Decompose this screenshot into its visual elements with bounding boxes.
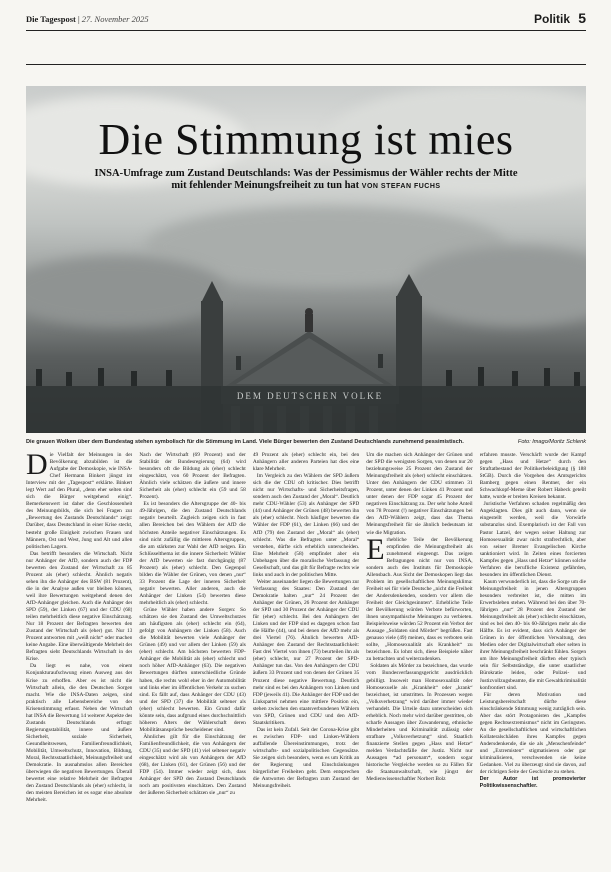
paragraph: Für deren Motivation und Leistungsbereitschaft dürfte diese einschränkende Stimmung wenig zuträglich sein. Aber das stört Protagonisten des „Kampfes gegen Rechtsextremismus“ nicht im Geringsten. An die gesellschaftlichen und wirtschaftlichen Kollateralschäden ihres Kampfes gegen Andersdenkende, die sie als „Menschenfeinde“ und „Extremisten“ stigmatisieren oder gar kriminalisieren, verschwenden sie keine Gedanken. Viel zu überzeugt sind sie davon, auf der richtigen Seite der Geschichte zu stehen.	[479, 691, 587, 776]
paragraph: Es ist besonders die Altersgruppe der 40- bis 49-Jährigen, die den Zustand Deutschlands negativ beurteilt. Zugleich zeigen sich in fast allen Bereichen bei den Wählern der AfD die höchsten Anteile negativer Einschätzungen. Es sind nicht zufällig die mittleren Altersgruppen, die am stärksten zur Wahl der AfD neigen. Ein Schlüsselthema ist die innere Sicherheit: Wähler der AfD bewerten sie fast durchgängig (87 Prozent) als (eher) schlecht. Den Gegenpol bilden die Wähler der Grünen, von denen „nur“ 33 Prozent die Lage der inneren Sicherheit negativ bewerten. Aller anderen, auch die Anhänger der Linken (54) bewerten diese mehrheitlich als (eher) schlecht.	[139, 501, 246, 606]
column-4	[366, 452, 472, 862]
caption-text: Die grauen Wolken über dem Bundestag stehen symbolisch für die Stimmung im Land. Viele Bürger bewerten den Zustand Deutschlands zunehmend pessimistisch.	[26, 439, 464, 445]
newspaper-name: Die Tagespost	[26, 14, 76, 24]
paragraph	[26, 452, 132, 551]
column-1	[26, 452, 132, 862]
issue-date: 27. November 2025	[81, 14, 149, 24]
paragraph: erfahren musste. Verschärft wurde der Kampf gegen „Hass und Hetze“ durch den Straftatbestand der Politikerbeleidigung (§ 188 StGB). Durch die Vorgehen des Amtsgerichts Bamberg gegen einen Rentner, der ein Schwachkopf-Meme über Robert Habeck geteilt hatte, wurde er breiten Kreisen bekannt.	[479, 452, 587, 501]
subheadline-text: INSA-Umfrage zum Zustand Deutschlands: Was der Pessimismus der Wähler rechts der Mitte mit fehlender Meinungsfreiheit zu tun hat	[94, 168, 518, 191]
subheadline	[86, 168, 526, 193]
page-number: 5	[578, 10, 586, 26]
paragraph: Weiter auseinander liegen die Bewertungen zur Verfassung des Staates: Den Zustand der Demokratie halten „nur“ 24 Prozent der Anhänger der Grünen, 26 Prozent der Anhänger der SPD und 30 Prozent der Anhänger der CDU für (eher) schlecht. Bei den Anhängern der Linken und der FDP sind es dagegen schon fast die Hälfte (44), und bei denen der AfD mehr als drei Viertel (76). Ähnlich bewerten AfD-Anhänger den Zustand der Rechtsstaatlichkeit: Fast drei Viertel von ihnen (73) beurteilen ihn als (eher) schlecht, nur 27 Prozent der SPD-Anhänger tun das. Von den Anhängern der CDU äußern 33 Prozent und von denen der Grünen 35 Prozent diese negative Bewertung. Deutlich mehr sind es bei den Anhängern von Linken und FDP (jeweils 41). Die Anhänger der FDP und der Linkspartei nehmen eine mittlere Position ein, stehen zwischen den staatsverbundenen Wählern von SPD, Grünen und CDU und den AfD-Staatskritikern.	[252, 578, 360, 726]
column-5	[480, 452, 586, 862]
paragraph: Das ist kein Zufall. Seit der Corona-Krise gibt es zwischen FDP- und Linken-Wählern auffallende Übereinstimmungen, trotz der wirtschafts- und sozialpolitischen Gegensätze. Sie zeigen sich besonders, wenn es um Kritik an der Regierung und Einschränkungen bürgerlicher Freiheiten geht. Dem entsprechen die Antworten der Befragten zum Zustand der Meinungsfreiheit.	[252, 726, 360, 790]
paragraph	[366, 532, 473, 664]
byline: VON STEFAN FUCHS	[361, 183, 441, 190]
headline: Die Stimmung ist mies	[98, 115, 514, 164]
paragraph: Das betrifft besonders die Wirtschaft. Nicht nur Anhänger der AfD, sondern auch der FDP bewerten den Zustand der Wirtschaft zu 85 Prozent als (eher) schlecht. Ähnlich negativ sehen ihn die Anhänger des BSW (81 Prozent), die in der Analyse außen vor bleiben können, weil ihre Bewertungen weitgehend denen der AfD-Anhänger gleichen. Auch die Anhänger der SPD (59), der Linken (67) und der CDU (68) teilen mehrheitlich diese negative Einschätzung. Nur 18 Prozent der Befragten bewerten den Zustand der Wirtschaft als (eher) gut. Nur 13 Prozent antworten mit „weiß nicht“ oder machen keine Angabe. Eine überwältigende Mehrheit der Befragten sieht Deutschlands Wirtschaft in der Krise.	[26, 550, 133, 663]
paragraph: Im Vergleich zu den Wählern der SPD äußern sich die der CDU oft kritischer. Dies betrifft nicht nur Wirtschafts- und Sicherheitsfragen, sondern auch den Zustand der „Moral“. Deutlich mehr CDU-Wähler (53) als Anhänger der SPD (44) und Anhänger der Grünen (48) bewerten ihn als (eher) schlecht. Noch häufiger bewerten die Wähler der FDP (61), der Linken (66) und der AfD (79) den Zustand der „Moral“ als (eher) schlecht. Was die Befragten unter „Moral“ verstehen, dürfte sich erheblich unterscheiden. Eine Mehrheit (58) empfindet aber ein Unbehagen über die moralische Verfassung der Gesellschaft, und das gilt für Befragte rechts wie links und auch in der politischen Mitte.	[252, 473, 360, 578]
section-rule	[26, 64, 586, 65]
article-body	[26, 452, 586, 862]
hero-image	[26, 86, 586, 433]
masthead: Die Tagespost | 27. November 2025 Politik 5	[26, 10, 586, 26]
paragraph: Juristische Verfahren schaden regelmäßig den Angeklagten. Dies gilt auch dann, wenn sie eingestellt werden, weil die Vorwürfe substanzlos sind. Exemplarisch ist der Fall von Pastor Latzel, der wegen seiner Haltung zur Homosexualität zwar nicht strafrechtlich, aber von seiner Bremer Evangelischen Kirche sanktioniert wird. In Zeiten eines forcierten Kampfes gegen „Hass und Hetze“ können solche Verfahren die berufliche Existenz gefährden, besonders im öffentlichen Dienst.	[479, 501, 587, 578]
paragraph-text: ie Vielfalt der Meinungen in der Bevölkerung abzubilden ist die Aufgabe der Demoskopie, wie INSA-Chef Hermann Binkert jüngst im Interview mit der „Tagespost“ erklärte. Binkert legt Wert auf den Plural, „denn eher selten sind sich die Bürger weitgehend einig“. Bemerkenswert ist daher die Geschlossenheit des Meinungsbilds, die sich bei Fragen zur „Bewertung des Zustands Deutschlands“ zeigt: Darüber, dass Deutschland in einer Krise steckt, besteht große Einigkeit zwischen Frauen und Männern, Ost und West, Jung und Alt und allen politischen Lagern.	[26, 452, 133, 550]
section-name: Politik	[533, 12, 570, 26]
paragraph-text: rhebliche Teile der Bevölkerung empfinden die Meinungsfreiheit als zunehmend eingeengt. Das zeigen Befragungen nicht nur von INSA, sondern auch des Instituts für Demoskopie Allensbach. Aus Sicht der Demoskopen liegt das Problem im gesellschaftlichen Meinungsklima: Freiheit sei für viele Deutsche „nicht die Freiheit der Andersdenkenden, sondern vor allem die Freiheit der Gleichgesinnten“. Erhebliche Teile der Bevölkerung würden Verbote befürworten, ihnen unsympathische Meinungen zu verbieten. Beispielsweise würden 52 Prozent ein Verbot der Aussage „Soldaten sind Mörder“ begrüßen. Fast genauso viele (49) meinen, dass es verboten sein sollte, „Homosexualität als Krankheit“ zu bezeichnen. Es lohnt sich, diese Beispiele näher zu betrachten und weiterzudenken.	[366, 536, 473, 663]
inscription-text: DEM DEUTSCHEN VOLKE	[236, 391, 384, 401]
paragraph: Kaum verwunderlich ist, dass die Sorge um die Meinungsfreiheit in jenen Altersgruppen besonders verbreitet ist, die mitten im Erwerbsleben stehen. Während bei den über 70-Jährigen „nur“ 28 Prozent den Zustand der Meinungsfreiheit als (eher) schlecht einschätzen, sind es bei den 40- bis 60-Jährigen mehr als die Hälfte. Es ist evident, dass sich Anhänger der Grünen in der öffentlichen Verwaltung, den Medien oder der Digitalwirtschaft eher selten in ihrer Meinungsfreiheit beschränkt fühlen. Sorgen um ihre Meinungsfreiheit dürften eher typisch sein für Selbstständige, die unter staatlicher Bürokratie leiden, oder Polizei- und Justizvollzugsbeamte, die mit Gewaltkriminalität konfrontiert sind.	[479, 578, 587, 691]
masthead-rule	[26, 30, 586, 31]
drop-cap: D	[26, 452, 48, 481]
drop-cap: E	[366, 532, 385, 566]
paragraph: Um die machen sich Anhänger der Grünen und der SPD die wenigsten Sorgen, von denen nur 20 beziehungsweise 25 Prozent den Zustand der Meinungsfreiheit als (eher) schlecht einschätzen. Unter den Anhängern der CDU stimmen 31 Prozent, unter denen der Linken 41 Prozent und unter denen der FDP sogar 45 Prozent der negativen Einschätzung zu. Der sehr hohe Anteil von 78 Prozent (!) negativer Einschätzungen bei den AfD-Wählern zeigt, dass das Thema Meinungsfreiheit für sie ähnlich bedeutsam ist wie die Migration.	[366, 452, 473, 536]
paragraph: Soldaten als Mörder zu bezeichnen, das wurde vom Bundesverfassungsgericht ausdrücklich gebilligt. Insoweit man Homosexualität oder Homosexuelle als „Krankheit“ oder „krank“ bezeichnet, ist umstritten. In Prozessen wegen „Volksverhetzung“ wird darüber immer wieder verhandelt. Die Urteile dazu unterscheiden sich erheblich. Noch mehr wird darüber gestritten, ob scharfe Aussagen über Zuwanderung, ethnische Minderheiten und Kriminalität zulässig oder strafbare „Volksverhetzung“ sind. Staatlich finanzierte Stellen gegen „Hass und Hetze“ melden Verdachtsfälle der Justiz. Nicht nur Aussagen *ad personam*, sondern sogar historische Vergleiche werden so zu Fällen für die Staatsanwaltschaft, wie jüngst der Medienwissenschaftler Norbert Bolz	[366, 663, 473, 783]
column-3	[253, 452, 359, 862]
paragraph: 49 Prozent als (eher) schlecht ein, bei den Anhängern aller anderen Parteien hat dies eine klare Mehrheit.	[252, 452, 360, 473]
paragraph: Da liegt es nahe, von einem Konjunkturaufschwung einen Ausweg aus der Krise zu erhoffen. Aber es ist nicht die Wirtschaft allein, die den Deutschen Sorgen macht. Wie die INSA-Daten zeigen, sind praktisch alle Lebensbereiche von der Krisenstimmung erfasst. Neben der Wirtschaft hat INSA die Bewertung 14 weiterer Aspekte des Zustands Deutschlands erfragt: Regierungsstabilität, innere und äußere Sicherheit, soziale Sicherheit, Gesundheitswesen, Familienfreundlichkeit, Mobilität, Umweltschutz, Innovation, Bildung, Moral, Rechtsstaatlichkeit, Meinungsfreiheit und Demokratie. In ausnahmslos allen Bereichen überwiegen die negativen Bewertungen. Überall bewertet eine relative Mehrheit der Befragten den Zustand Deutschlands als (eher) schlecht, in den meisten Bereichen ist es sogar eine absolute Mehrheit.	[26, 663, 133, 804]
author-note: Der Autor ist promovierter Politikwissenschaftler.	[479, 776, 587, 790]
paragraph: Ähnliches gilt für die Einschätzung der Familienfreundlichkeit, die von Anhängern der CDU (35) und der SPD (41) viel seltener negativ eingeschätzt wird als von Anhängern der AfD (68), der Linken (61), der Grünen (56) und der FDP (54). Immer wieder zeigt sich, dass Anhänger der SPD den Zustand Deutschlands noch am positivsten einschätzen. Den Zustand der äußeren Sicherheit schätzen sie „nur“ zu	[139, 733, 246, 797]
photo-caption	[26, 436, 586, 448]
photo-credit: Foto: Imago/Moritz Schlenk	[517, 439, 586, 445]
paragraph: Nach der Wirtschaft (69 Prozent) und der Stabilität der Bundesregierung (64) wird besonders oft die Bildung als (eher) schlecht eingeschätzt, von 60 Prozent der Befragten. Ähnlich viele schätzen die äußere und innere Sicherheit als (eher) schlecht ein (59 und 58 Prozent).	[139, 452, 246, 501]
column-2	[139, 452, 245, 862]
paragraph: Grüne Wähler haben andere Sorgen: So schätzen sie den Zustand des Umweltschutzes am häufigsten als (eher) schlecht ein (64), gefolgt von Anhängern der Linken (58). Auch die Mobilität bewerten viele Anhänger der Grünen (49) und vor allem der Linken (59) als (eher) schlecht. Am höchsten bewerten FDP-Anhänger die Mobilität als (eher) schlecht und noch höher AfD-Anhänger (63). Die negativen Bewertungen dürften unterschiedliche Gründe haben, die rechts wohl eher in der Automobilität und links eher im öffentlichen Verkehr zu suchen sind. Es fällt auf, dass Anhänger der CDU (43) und der SPD (37) die Mobilität seltener als (eher) schlecht bewerten. Ein Grund dafür könnte sein, dass aufgrund eines durchschnittlich höheren Alters der Wählerschaft deren Mobilitätsansprüche bescheidener sind.	[139, 607, 246, 733]
